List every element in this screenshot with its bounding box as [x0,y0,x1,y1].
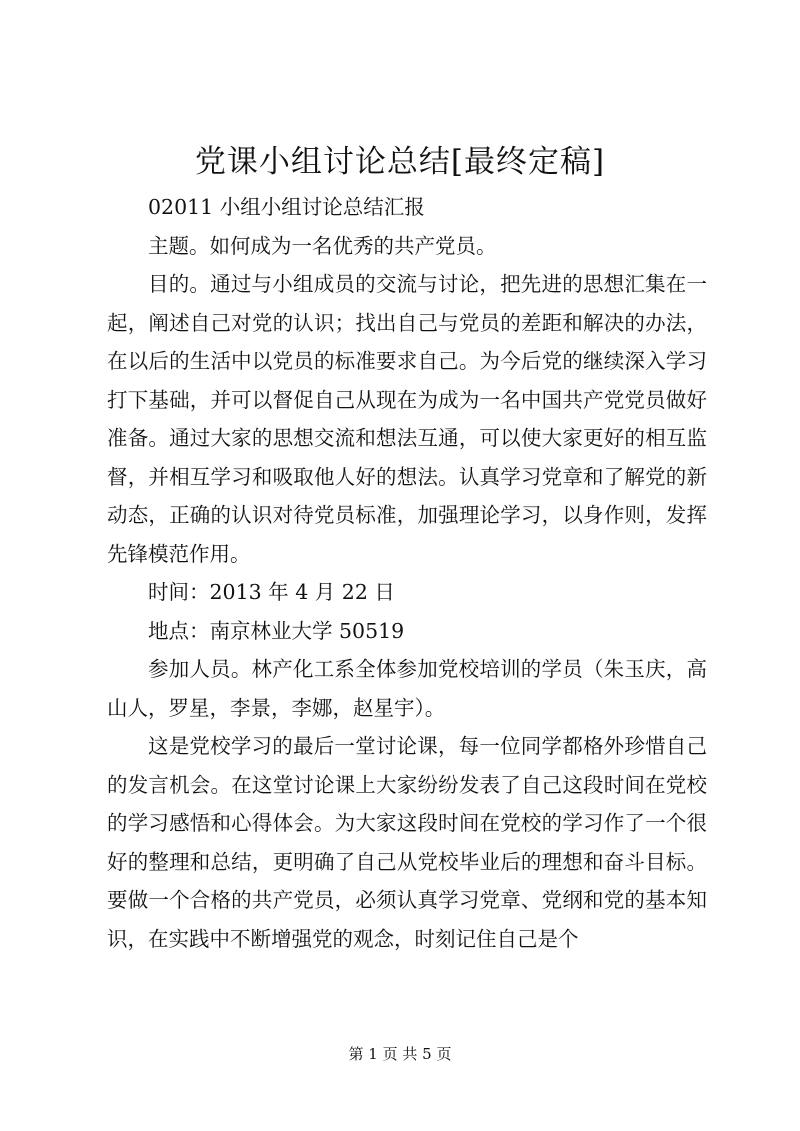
paragraph-location: 地点：南京林业大学 50519 [148,618,405,643]
paragraph-theme: 主题。如何成为一名优秀的共产党员。 [148,233,497,258]
paragraph-report-heading: 02011 小组小组讨论总结汇报 [148,195,425,219]
paragraph-purpose: 目的。通过与小组成员的交流与讨论，把先进的思想汇集在一起，阐述自己对党的认识；找出自己与党员的差距和解决的办法，在以后的生活中以党员的标准要求自己。为今后党的继续深入学习打下基础，并可以督促自己从现在为成为一名中国共产党党员做好准备。通过大家的思想交流和想法互通，可以使大家更好的相互监督，并相互学习和吸取他人好的想法。认真学习党章和了解党的新动态，正确的认识对待党员标准，加强理论学习，以身作则，发挥先锋模范作用。 [107,272,707,566]
paragraph-time: 时间：2013 年 4 月 22 日 [148,580,395,604]
paragraph-participants: 参加人员。林产化工系全体参加党校培训的学员（朱玉庆，高山人，罗星，李景，李娜，赵星宇）。 [107,657,707,720]
document-title: 党课小组讨论总结[最终定稿] [194,144,606,180]
document-body [107,188,707,958]
page-footer: 第 1 页 共 5 页 [348,1045,452,1063]
paragraph-discussion-summary: 这是党校学习的最后一堂讨论课，每一位同学都格外珍惜自己的发言机会。在这堂讨论课上大家纷纷发表了自己这段时间在党校的学习感悟和心得体会。为大家这段时间在党校的学习作了一个很好的整理和总结，更明确了自己从党校毕业后的理想和奋斗目标。要做一个合格的共产党员，必须认真学习党章、党纲和党的基本知识，在实践中不断增强党的观念，时刻记住自己是个 [107,734,707,951]
